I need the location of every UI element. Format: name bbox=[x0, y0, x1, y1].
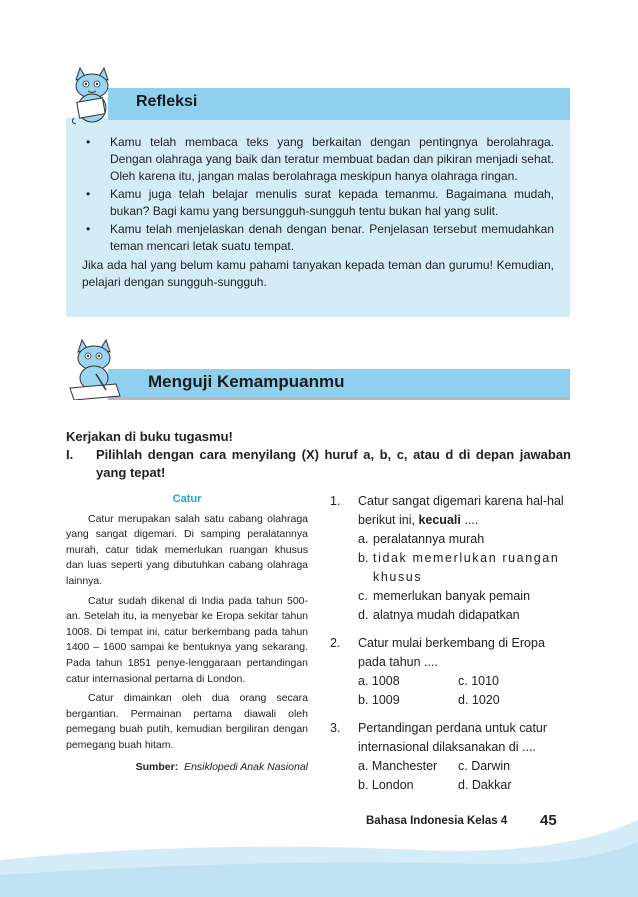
reading-paragraph: Catur dimainkan oleh dua orang secara bergantian. Permainan pertama diawali oleh pemegang buah putih, kemudian bergiliran dengan pemegang buah hitam. bbox=[66, 692, 308, 751]
refleksi-title: Refleksi bbox=[136, 93, 198, 110]
question-text: Catur mulai berkembang di Eropa pada tahun .... bbox=[358, 636, 545, 669]
option[interactable]: a. Manchester bbox=[358, 759, 438, 773]
refleksi-closing: Jika ada hal yang belum kamu pahami tanyakan kepada teman dan gurumu! Kemudian, pelajari dengan sungguh-sungguh. bbox=[82, 258, 554, 289]
footer-wave bbox=[0, 820, 638, 897]
question-1: 1. Catur sangat digemari karena hal-hal berikut ini, kecuali .... a. peralatannya murah b. tidak memerlukan ruangan khusus c. memerlukan banyak pemain d. alatnya mudah didapatkan bbox=[330, 492, 570, 625]
page-number: 45 bbox=[540, 812, 557, 829]
option[interactable]: c. memerlukan banyak pemain bbox=[358, 589, 531, 603]
list-item: • Kamu telah menjelaskan denah dengan benar. Penjelasan tersebut memudahkan teman mencari letak suatu tempat. bbox=[86, 222, 554, 253]
option[interactable]: b. tidak memerlukan ruangan khusus bbox=[358, 551, 560, 584]
option[interactable]: d. alatnya mudah didapatkan bbox=[358, 608, 520, 622]
option[interactable]: d. Dakkar bbox=[458, 778, 512, 792]
cat-mascot-reading-icon bbox=[66, 66, 116, 126]
option[interactable]: c. Darwin bbox=[458, 759, 511, 773]
question-text: Catur sangat digemari karena hal-hal berikut ini, kecuali .... bbox=[358, 494, 564, 527]
question-2: 2. Catur mulai berkembang di Eropa pada tahun .... a. 1008 c. 1010 b. 1009 d. 1020 bbox=[330, 634, 570, 710]
question-3: 3. Pertandingan perdana untuk catur internasional dilaksanakan di .... a. Manchester c. Darwin b. London d. Dakkar bbox=[330, 719, 570, 795]
instruction-1: Kerjakan di buku tugasmu! bbox=[66, 429, 233, 444]
option[interactable]: a. 1008 bbox=[358, 674, 400, 688]
option[interactable]: b. 1009 bbox=[358, 693, 400, 707]
refleksi-list bbox=[82, 134, 554, 291]
reading-title: Catur bbox=[172, 493, 202, 505]
option[interactable]: b. London bbox=[358, 778, 414, 792]
bullet-icon: • bbox=[86, 222, 91, 236]
option[interactable]: d. 1020 bbox=[458, 693, 500, 707]
list-item: • Kamu juga telah belajar menulis surat kepada temanmu. Bagaimana mudah, bukan? Bagi kamu yang bersungguh-sungguh tentu bukan hal yang sulit. bbox=[86, 187, 554, 218]
question-text: Pertandingan perdana untuk catur internasional dilaksanakan di .... bbox=[358, 721, 548, 754]
reading-paragraph: Catur sudah dikenal di India pada tahun 500-an. Setelah itu, ia menyebar ke Eropa sekitar tahun 1008. Di tempat ini, catur berkembang pada tahun 1400 – 1600 sampai ke bentuknya yang sekarang. Pada tahun 1851 penye-lenggaraan pertandingan catur internasional pertama di London. bbox=[66, 594, 308, 685]
option[interactable]: a. peralatannya murah bbox=[358, 532, 485, 546]
reading-source: Sumber: Ensiklopedi Anak Nasional bbox=[135, 760, 308, 773]
questions bbox=[330, 492, 570, 804]
instruction-2: I. Pilihlah dengan cara menyilang (X) huruf a, b, c, atau d di depan jawaban yang tepat! bbox=[66, 447, 571, 480]
cat-mascot-writing-icon bbox=[66, 338, 122, 400]
reading-paragraph: Catur merupakan salah satu cabang olahraga yang sangat digemari. Di samping peralatannya murah, catur tidak memerlukan ruangan khusus dan luas seperti yang dibutuhkan cabang olahraga lainnya. bbox=[66, 512, 308, 587]
book-title: Bahasa Indonesia Kelas 4 bbox=[366, 815, 508, 827]
list-item: • Kamu telah membaca teks yang berkaitan dengan pentingnya berolahraga. Dengan olahraga yang baik dan teratur membuat badan dan pikiran menjadi sehat. Oleh karena itu, jangan malas berolahraga meskipun hanya olahraga ringan. bbox=[86, 135, 554, 183]
instructions bbox=[66, 428, 571, 482]
bullet-icon: • bbox=[86, 187, 91, 201]
bullet-icon: • bbox=[86, 135, 91, 149]
menguji-title: Menguji Kemampuanmu bbox=[148, 372, 345, 391]
reading-text bbox=[66, 492, 308, 775]
option[interactable]: c. 1010 bbox=[458, 674, 500, 688]
